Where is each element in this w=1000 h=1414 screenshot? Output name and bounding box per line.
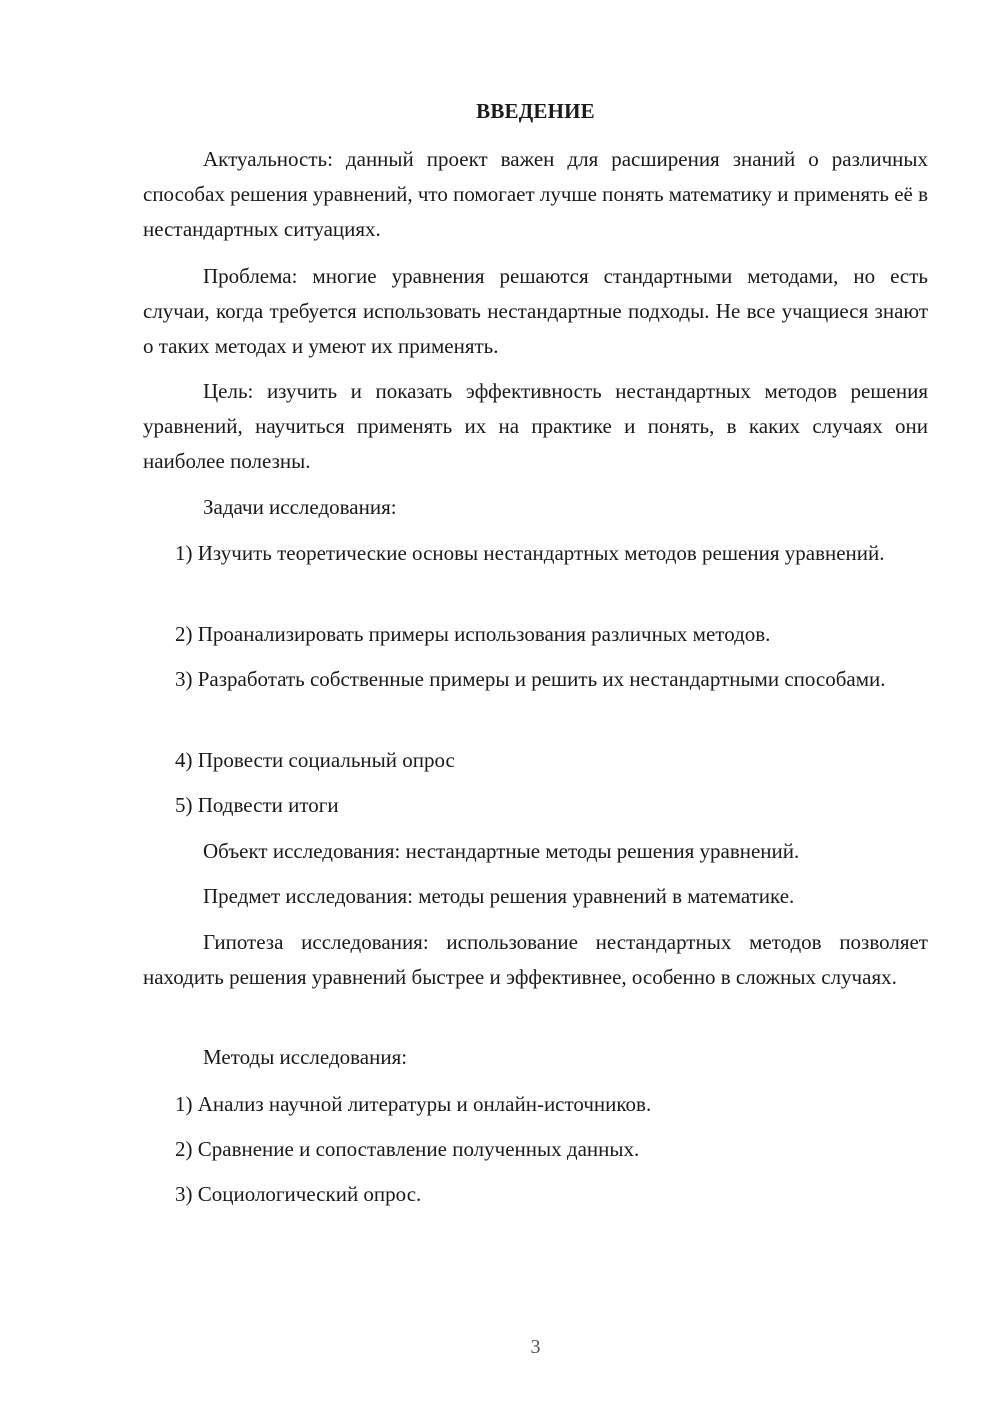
task-item-3: 3) Разработать собственные примеры и решить их нестандартными способами. <box>175 667 886 691</box>
paragraph-hypothesis: Гипотеза исследования: использование нестандартных методов позволяет находить решения уравнений быстрее и эффективнее, особенно в сложных случаях. <box>143 930 928 989</box>
task-item-5: 5) Подвести итоги <box>175 793 339 817</box>
paragraph-problem: Проблема: многие уравнения решаются стандартными методами, но есть случаи, когда требуется использовать нестандартные подходы. Не все учащиеся знают о таких методах и умеют их применять. <box>143 264 928 358</box>
task-item-2: 2) Проанализировать примеры использования различных методов. <box>175 622 771 646</box>
task-item-4: 4) Провести социальный опрос <box>175 748 455 772</box>
paragraph-methods-title: Методы исследования: <box>203 1045 408 1069</box>
paragraph-relevance: Актуальность: данный проект важен для расширения знаний о различных способах решения уравнений, что помогает лучше понять математику и применять её в нестандартных ситуациях. <box>143 147 929 241</box>
page-title: ВВЕДЕНИЕ <box>476 99 595 123</box>
method-item-1: 1) Анализ научной литературы и онлайн-источников. <box>175 1092 652 1116</box>
method-item-3: 3) Социологический опрос. <box>175 1182 422 1206</box>
document-page <box>143 0 928 1414</box>
page-number: 3 <box>530 1336 541 1358</box>
paragraph-goal: Цель: изучить и показать эффективность нестандартных методов решения уравнений, научиться применять их на практике и понять, в каких случаях они наиболее полезны. <box>143 379 928 473</box>
paragraph-tasks-title: Задачи исследования: <box>203 495 397 519</box>
task-item-1: 1) Изучить теоретические основы нестандартных методов решения уравнений. <box>175 541 885 565</box>
paragraph-research-object: Объект исследования: нестандартные методы решения уравнений. <box>203 839 800 863</box>
paragraph-research-subject: Предмет исследования: методы решения уравнений в математике. <box>203 884 795 908</box>
method-item-2: 2) Сравнение и сопоставление полученных данных. <box>175 1137 640 1161</box>
